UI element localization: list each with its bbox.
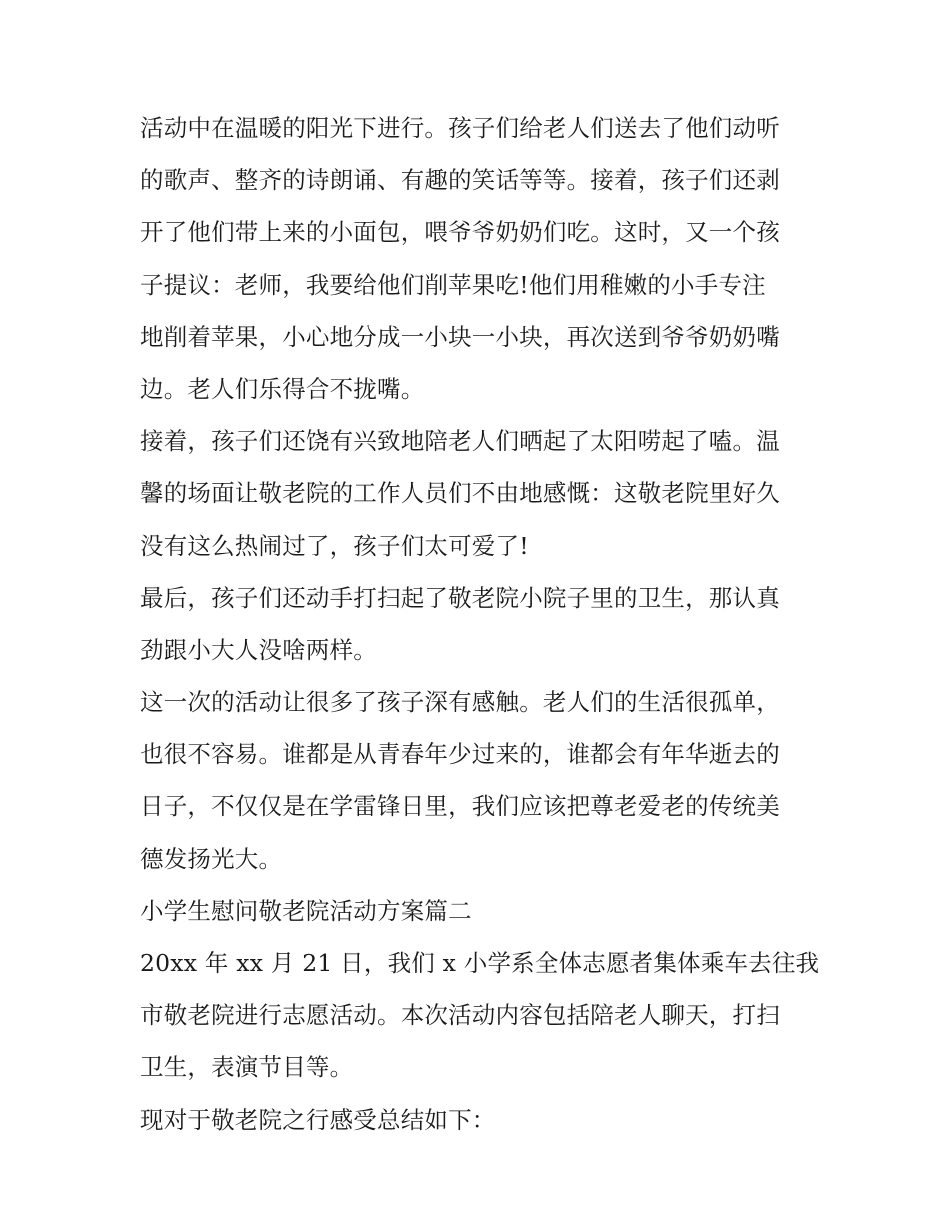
text-line: 这一次的活动让很多了孩子深有感触。老人们的生活很孤单， (140, 688, 780, 717)
text-line: 接着，孩子们还饶有兴致地陪老人们晒起了太阳唠起了嗑。温 (140, 427, 780, 456)
text-line: 没有这么热闹过了，孩子们太可爱了! (140, 531, 529, 560)
text-line: 地削着苹果，小心地分成一小块一小块，再次送到爷爷奶奶嘴 (140, 322, 780, 351)
text-line: 也很不容易。谁都是从青春年少过来的，谁都会有年华逝去的 (140, 740, 780, 769)
text-line: 子提议：老师，我要给他们削苹果吃!他们用稚嫩的小手专注 (140, 270, 766, 299)
text-line: 馨的场面让敬老院的工作人员们不由地感慨：这敬老院里好久 (140, 479, 780, 508)
text-line: 德发扬光大。 (140, 844, 283, 873)
section-heading: 小学生慰问敬老院活动方案篇二 (140, 896, 472, 925)
text-line: 市敬老院进行志愿活动。本次活动内容包括陪老人聊天，打扫 (140, 1001, 780, 1030)
document-page (140, 106, 820, 1150)
text-line: 的歌声、整齐的诗朗诵、有趣的笑话等等。接着，孩子们还剥 (140, 166, 780, 195)
text-line: 现对于敬老院之行感受总结如下： (140, 1105, 496, 1134)
text-line: 最后，孩子们还动手打扫起了敬老院小院子里的卫生，那认真 (140, 583, 780, 612)
text-line: 边。老人们乐得合不拢嘴。 (140, 374, 425, 403)
text-line: 劲跟小大人没啥两样。 (140, 635, 377, 664)
text-line: 活动中在温暖的阳光下进行。孩子们给老人们送去了他们动听 (140, 114, 780, 142)
text-line: 开了他们带上来的小面包，喂爷爷奶奶们吃。这时，又一个孩 (140, 218, 780, 247)
text-line: 卫生，表演节目等。 (140, 1053, 354, 1082)
text-line: 日子，不仅仅是在学雷锋日里，我们应该把尊老爱老的传统美 (140, 792, 780, 821)
text-line: 20xx 年 xx 月 21 日，我们 x 小学系全体志愿者集体乘车去往我 (140, 949, 820, 977)
